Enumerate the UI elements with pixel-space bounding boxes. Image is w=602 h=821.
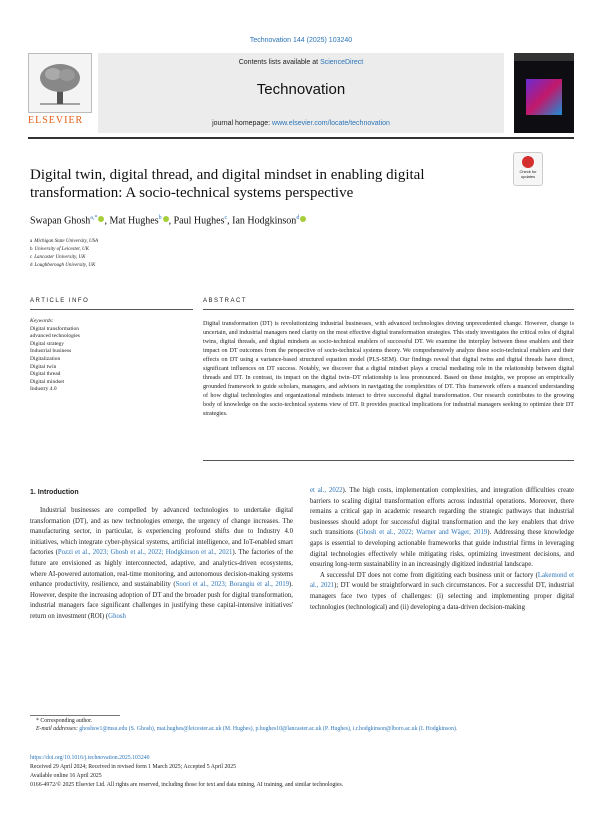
- elsevier-tree-icon: [28, 53, 92, 113]
- info-divider: [30, 309, 193, 310]
- footnote: [30, 717, 576, 733]
- author-name: Paul Hughes: [173, 215, 225, 227]
- abstract-text: Digital transformation (DT) is revolutionizing industrial businesses, with advanced technologies driving unprecedented change. However, change is uncertain, and industrial managers need clarity on the most effective digital transformation strategies. This study investigates the critical roles of digital twins, digital threads, and digital mindsets as socio-technical enablers of successful DT. We examine the interplay between these enablers and their impact on DT outcomes from the perspective of socio-technical systems theory. We comprehensively analyze these socio-technical enablers and their effects on DT using a variance-based structured equation model (PLS-SEM). Our findings reveal that digital twins and digital threads have direct, significant influences on DT success. Notably, we discover that a digital mindset plays a crucial mediating role in the relationship between digital threads and DT. In contrast, its impact on the digital twin–DT relationship is less pronounced. Based on these insights, we propose an empirically grounded framework to guide scholars, managers, and advisors in navigating the complexities of DT. This framework offers a nuanced understanding of how digital technologies and organizational mindsets interact to drive successful digital transformation. Our research contributes to the growing body of knowledge on the socio-technical systems view of DT. It provides practical implications for industrial managers seeking to optimize their DT strategies.: [203, 321, 574, 417]
- keyword-item: Digital mindset: [30, 378, 65, 385]
- abstract-bottom-divider: [203, 460, 574, 461]
- body-column-left: [30, 506, 293, 623]
- body-paragraph: A successful DT does not come from digitizing each business unit or factory (Lakemond et al., 2021); DT would be straightforward in such circumstances. For a successful DT, industrial managers face two types of challenges: (i) selecting and implementing proper digital technologies (technological) and (ii) developing a data-driven decision-making: [310, 571, 574, 611]
- affiliation-item: b University of Leicester, UK: [30, 247, 89, 252]
- keywords-label: Keywords:: [30, 318, 54, 324]
- citation-link[interactable]: Pozzi et al., 2023; Ghosh et al., 2022; Hodgkinson et al., 2021: [57, 549, 233, 557]
- publication-info: [30, 754, 576, 790]
- journal-cover-image: [514, 53, 574, 133]
- email-addresses: E-mail addresses: ghoshsw1@msu.edu (S. Ghosh), mat.hughes@leicester.ac.uk (M. Hughes), p.hughes10@lancaster.ac.uk (P. Hughes), i.r.hodgkinson@lboro.ac.uk (I. Hodgkinson).: [36, 726, 458, 732]
- affiliation-item: a Michigan State University, USA: [30, 239, 99, 244]
- corresponding-author-note: * Corresponding author.: [36, 718, 93, 724]
- author-name: Ian Hodgkinson: [232, 215, 297, 227]
- keywords-list: [30, 318, 80, 394]
- citation-link[interactable]: Lakemond et al., 2021: [310, 571, 574, 590]
- keyword-item: Digital twin: [30, 363, 57, 370]
- available-online: Available online 16 April 2025: [30, 773, 102, 779]
- copyright-line: 0166-4972/© 2025 Elsevier Ltd. All rights are reserved, including those for text and data mining, AI training, and similar technologies.: [30, 782, 344, 788]
- citation-link[interactable]: Soori et al., 2023; Borangiu et al., 2019: [175, 581, 290, 589]
- journal-reference[interactable]: Technovation 144 (2025) 103240: [249, 37, 353, 44]
- keyword-item: Digital transformation: [30, 325, 80, 332]
- author-name: Mat Hughes: [109, 215, 159, 227]
- footnote-divider: [30, 715, 120, 716]
- elsevier-wordmark: ELSEVIER: [28, 115, 84, 126]
- author-sup[interactable]: b: [158, 215, 162, 221]
- elsevier-logo: [28, 53, 90, 125]
- orcid-icon[interactable]: [98, 216, 104, 222]
- author-sup[interactable]: c: [224, 215, 228, 221]
- email-links[interactable]: ghoshsw1@msu.edu (S. Ghosh), mat.hughes@leicester.ac.uk (M. Hughes), p.hughes10@lancaster.ac.uk (P. Hughes), i.r.hodgkinson@lboro.ac.uk (I. Hodgkinson).: [79, 726, 458, 732]
- header-divider: [28, 137, 574, 139]
- homepage-link[interactable]: www.elsevier.com/locate/technovation: [272, 120, 390, 127]
- keyword-item: Digital strategy: [30, 340, 65, 347]
- body-paragraph: Industrial businesses are compelled by advanced technologies to undertake digital transformation (DT), and as new technologies emerge, the urgency of change increases. The manufacturing sector, in particular, is experiencing profound shifts due to Industry 4.0 initiatives, which integrate cyber-physical systems, artificial intelligence, and IoT-enabled smart factories (Pozzi et al., 2023; Ghosh et al., 2022; Hodgkinson et al., 2021). The factories of the future are envisioned as highly interconnected, adaptive, and analytics-driven ecosystems, where AI-powered automation, real-time monitoring, and autonomous decision-making systems enhance productivity, resilience, and sustainability (Soori et al., 2023; Borangiu et al., 2019). However, despite the increasing adoption of DT and the broader push for digital transformation, industrial managers face significant challenges in justifying these capital-intensive initiatives' return on investment (ROI) (Ghosh: [30, 507, 293, 620]
- crossmark-label: Check for updates: [519, 169, 537, 179]
- author-name: Swapan Ghosh: [30, 215, 91, 227]
- doi-link[interactable]: https://doi.org/10.1016/j.technovation.2025.103240: [30, 755, 150, 761]
- article-title: Digital twin, digital thread, and digital mindset in enabling digital transformation: A socio-technical systems perspective: [30, 167, 425, 201]
- citation-link[interactable]: Ghosh: [108, 612, 126, 620]
- section-heading: 1. Introduction: [30, 489, 79, 496]
- keyword-item: Digital thread: [30, 371, 61, 378]
- author-list: Swapan Ghosh$^{a,*}$ , Mat Hughes$^b$ , Paul Hughes$^c$, Ian Hodgkinson$^d$: [30, 215, 306, 226]
- keyword-item: Digitalization: [30, 355, 61, 362]
- body-column-right: [310, 486, 574, 613]
- orcid-icon[interactable]: [163, 216, 169, 222]
- keyword-item: advanced technologies: [30, 333, 80, 340]
- citation-link[interactable]: et al., 2022: [310, 487, 343, 494]
- affiliation-item: d Loughborough University, UK: [30, 263, 96, 268]
- abstract-heading: ABSTRACT: [203, 298, 248, 304]
- affiliations: [30, 238, 98, 270]
- orcid-icon[interactable]: [300, 216, 306, 222]
- affiliation-item: c Lancaster University, UK: [30, 255, 86, 260]
- author-sup[interactable]: d: [296, 215, 300, 221]
- keyword-item: Industry 4.0: [30, 386, 57, 393]
- journal-name: Technovation: [256, 81, 346, 98]
- author-sup[interactable]: a,*: [90, 215, 98, 221]
- keyword-item: Industrial business: [30, 348, 72, 355]
- sciencedirect-link[interactable]: ScienceDirect: [320, 59, 364, 66]
- body-paragraph: et al., 2022). The high costs, implementation complexities, and integration difficulties create barriers to scaling digital transformation efforts across industrial operations. Moreover, there remains a critical gap in academic research regarding the strategic pathways that industrial businesses should adopt for successful digital transformation and the key enablers that drive such transitions (Ghosh et al., 2022; Warner and Wäger, 2019). Addressing these knowledge gaps is essential to developing actionable frameworks that guide industrial firms in leveraging digital technologies effectively while mitigating risks, optimizing investment decisions, and ensuring long-term sustainability in an increasingly digitized industrial landscape.: [310, 487, 575, 569]
- citation-link[interactable]: Ghosh et al., 2022; Warner and Wäger, 2019: [358, 529, 488, 537]
- received-dates: Received 29 April 2024; Received in revised form 1 March 2025; Accepted 5 April 2025: [30, 764, 237, 770]
- crossmark-badge[interactable]: [513, 152, 543, 186]
- abstract-divider: [203, 309, 574, 310]
- journal-banner: [98, 53, 504, 133]
- homepage-line: journal homepage: www.elsevier.com/locate/technovation: [212, 120, 390, 127]
- article-info-heading: ARTICLE INFO: [30, 298, 90, 304]
- contents-line: Contents lists available at ScienceDirect: [238, 59, 364, 66]
- crossmark-icon: [522, 156, 534, 168]
